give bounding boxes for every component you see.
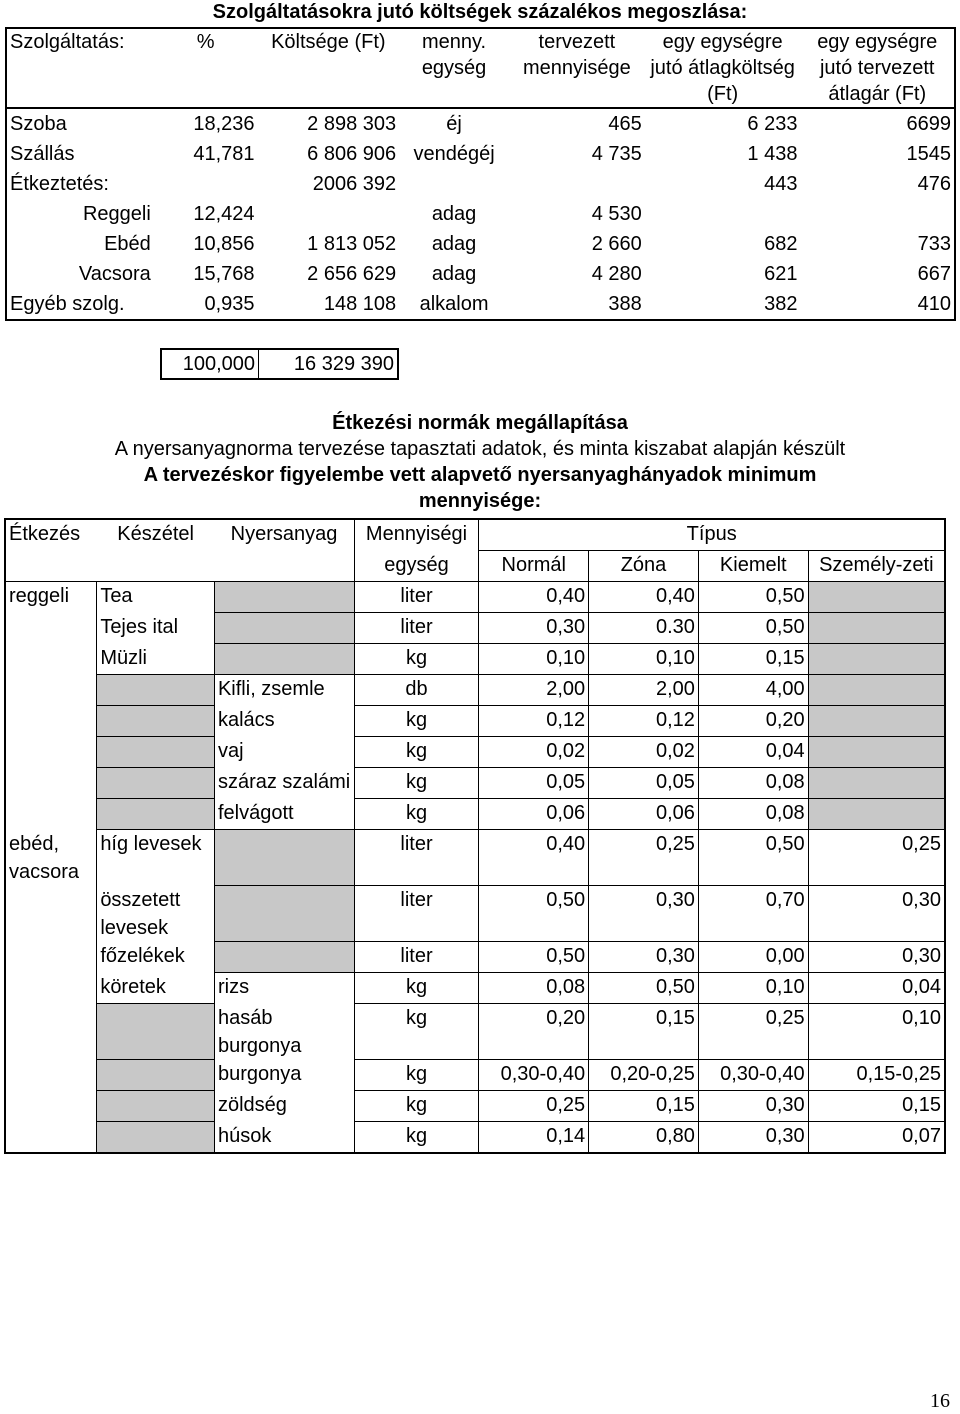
t1-cell: 18,236 [154, 108, 258, 139]
t1-row [6, 169, 955, 199]
t1-header-cell: egy egységre jutó átlagköltség (Ft) [650, 31, 795, 105]
page-number: 16 [930, 1390, 950, 1412]
unit-cell: kg [354, 768, 479, 799]
t1-cell: 733 [917, 233, 951, 255]
t1-cell: 0,935 [204, 293, 255, 315]
t1-header-cell: Költsége (Ft) [271, 31, 386, 53]
norm-value-cell: 0,04 [808, 973, 945, 1004]
meal-cell [5, 886, 97, 942]
unit-cell: liter [354, 582, 479, 613]
t2-row [5, 799, 945, 830]
t1-cell [258, 199, 400, 229]
t1-cell: adag [431, 233, 477, 255]
section-heading: Étkezési normák megállapítása [332, 412, 628, 434]
meal-cell [5, 768, 97, 799]
t2-row [5, 675, 945, 706]
t1-cell: 4 530 [591, 203, 642, 225]
t2-row [5, 737, 945, 768]
t1-cell: alkalom [419, 293, 489, 315]
t1-cell: adag [431, 263, 477, 285]
intro-line-bold-2: mennyisége: [418, 490, 542, 512]
norm-value-cell: 4,00 [698, 675, 808, 706]
norm-value-cell: 0,30 [589, 942, 699, 973]
t2-row [5, 582, 945, 613]
dish-cell: híg levesek [97, 830, 215, 886]
meal-cell [5, 799, 97, 830]
t1-cell: 10,856 [193, 233, 255, 255]
norm-value-cell: 0,14 [479, 1122, 589, 1154]
dish-cell: Müzli [97, 644, 215, 675]
dish-cell: Tejes ital [97, 613, 215, 644]
dish-cell [97, 1004, 215, 1060]
norm-value-cell: 0,05 [589, 768, 699, 799]
meal-cell [5, 1091, 97, 1122]
meal-cell [5, 1122, 97, 1154]
t2-row [5, 768, 945, 799]
norm-value-cell: 0,80 [589, 1122, 699, 1154]
norm-value-cell: 0,10 [479, 644, 589, 675]
ingredient-cell: száraz szalámi [214, 768, 354, 799]
t1-cell: 4 280 [591, 263, 642, 285]
raw-material-norms-table [4, 518, 946, 1154]
norm-value-cell: 0,50 [698, 613, 808, 644]
norm-value-cell: 0,30 [808, 942, 945, 973]
t1-cell: 148 108 [323, 293, 397, 315]
norm-value-cell [808, 737, 945, 768]
norm-value-cell: 0,40 [589, 582, 699, 613]
ingredient-cell [214, 644, 354, 675]
ingredient-cell [214, 942, 354, 973]
t1-header-cell: tervezett mennyisége [522, 31, 631, 79]
t1-cell: 443 [764, 173, 798, 195]
dish-cell [97, 1122, 215, 1154]
norm-value-cell: 0,30 [479, 613, 589, 644]
ingredient-cell: húsok [214, 1122, 354, 1154]
type-kiemelt: Kiemelt [698, 551, 808, 582]
norm-value-cell: 0,30 [698, 1122, 808, 1154]
t1-cell [645, 199, 801, 229]
dish-cell [97, 799, 215, 830]
t1-cell: 1 813 052 [307, 233, 397, 255]
norm-value-cell: 0,15 [808, 1091, 945, 1122]
norm-value-cell: 0,20 [698, 706, 808, 737]
unit-cell: kg [354, 1122, 479, 1154]
dish-cell [97, 768, 215, 799]
norm-value-cell: 0,08 [479, 973, 589, 1004]
t1-cell: 41,781 [193, 143, 255, 165]
t1-cell [800, 199, 955, 229]
unit-cell: liter [354, 830, 479, 886]
t1-cell: vendégéj [413, 143, 495, 165]
t1-cell: 6 233 [645, 108, 801, 139]
norm-value-cell: 0,25 [808, 830, 945, 886]
t1-cell [399, 169, 509, 199]
meal-cell [5, 737, 97, 768]
ingredient-cell: vaj [214, 737, 354, 768]
t1-cell: 388 [608, 293, 642, 315]
intro-line-bold: A tervezéskor figyelembe vett alapvető nyersanyaghányadok minimum [143, 464, 817, 486]
t1-cell: 6699 [800, 108, 955, 139]
norm-value-cell: 0,30 [808, 886, 945, 942]
meal-cell: ebéd, vacsora [5, 830, 97, 886]
header-nyersanyag: Nyersanyag [214, 519, 354, 582]
norm-value-cell: 0,30 [698, 1091, 808, 1122]
dish-cell [97, 706, 215, 737]
t1-cell: 476 [917, 173, 951, 195]
t2-row [5, 1004, 945, 1060]
dish-cell [97, 1060, 215, 1091]
norm-value-cell: 0,10 [589, 644, 699, 675]
t1-cell: 4 735 [591, 143, 642, 165]
t2-row [5, 1091, 945, 1122]
t1-cell: 667 [917, 263, 951, 285]
unit-cell: kg [354, 737, 479, 768]
t1-row [6, 108, 955, 139]
meal-cell [5, 973, 97, 1004]
norm-value-cell: 0,50 [698, 582, 808, 613]
norm-value-cell: 0,15 [698, 644, 808, 675]
t1-cell: 621 [764, 263, 798, 285]
norm-value-cell: 0,12 [479, 706, 589, 737]
ingredient-cell [214, 830, 354, 886]
norm-value-cell: 0,20-0,25 [589, 1060, 699, 1091]
norm-value-cell: 0,08 [698, 799, 808, 830]
t2-row [5, 644, 945, 675]
norm-value-cell: 0,25 [698, 1004, 808, 1060]
norm-value-cell: 0,50 [479, 942, 589, 973]
meal-cell [5, 1060, 97, 1091]
norm-value-cell: 0,30-0,40 [698, 1060, 808, 1091]
unit-cell: db [354, 675, 479, 706]
unit-cell: kg [354, 799, 479, 830]
dish-cell [97, 675, 215, 706]
type-normal: Normál [479, 551, 589, 582]
norm-value-cell: 0,12 [589, 706, 699, 737]
t1-row [6, 139, 955, 169]
t1-cell: 382 [764, 293, 798, 315]
norm-value-cell [808, 768, 945, 799]
norm-value-cell: 0,50 [479, 886, 589, 942]
ingredient-cell: rizs [214, 973, 354, 1004]
dish-cell [97, 737, 215, 768]
dish-cell [97, 1091, 215, 1122]
t1-row [6, 199, 955, 229]
header-etkezes: Étkezés [5, 519, 97, 582]
norm-value-cell [808, 675, 945, 706]
total-percent: 100,000 [182, 353, 255, 375]
norm-value-cell: 0,10 [698, 973, 808, 1004]
t1-header-cell: egy egységre jutó tervezett átlagár (Ft) [817, 31, 938, 105]
norm-value-cell: 0,70 [698, 886, 808, 942]
t1-cell: Szoba [6, 108, 154, 139]
t1-cell: 682 [764, 233, 798, 255]
header-tipus: Típus [479, 519, 945, 551]
t1-cell: Ebéd [104, 233, 151, 255]
ingredient-cell: burgonya [214, 1060, 354, 1091]
norm-value-cell: 0,25 [589, 830, 699, 886]
t1-cell: Vacsora [78, 263, 151, 285]
unit-cell: kg [354, 973, 479, 1004]
t1-cell: 6 806 906 [307, 143, 397, 165]
t1-header-cell: Szolgáltatás: [10, 31, 125, 53]
t1-cell: 1 438 [747, 143, 798, 165]
norm-value-cell: 0,02 [589, 737, 699, 768]
meal-cell [5, 675, 97, 706]
norm-value-cell: 0,50 [698, 830, 808, 886]
t1-cell: 2 656 629 [307, 263, 397, 285]
norm-value-cell: 0,15-0,25 [808, 1060, 945, 1091]
t2-row [5, 613, 945, 644]
total-cost: 16 329 390 [259, 349, 399, 379]
t1-row [6, 229, 955, 259]
norm-value-cell [808, 582, 945, 613]
norm-value-cell: 0,07 [808, 1122, 945, 1154]
t1-row [6, 289, 955, 320]
t1-cell: Reggeli [82, 203, 151, 225]
header-menny1: Mennyiségi [354, 519, 479, 551]
t1-cell: 15,768 [193, 263, 255, 285]
t1-cell: 465 [509, 108, 645, 139]
dish-cell: köretek [97, 973, 215, 1004]
norm-value-cell: 0,08 [698, 768, 808, 799]
header-keszetel: Készétel [97, 519, 215, 582]
intro-line: A nyersanyagnorma tervezése tapasztati adatok, és minta kiszabat alapján készült [114, 438, 846, 460]
unit-cell: kg [354, 644, 479, 675]
ingredient-cell: hasáb burgonya [214, 1004, 354, 1060]
t1-header-cell: menny. egység [421, 31, 487, 79]
meal-cell [5, 706, 97, 737]
norm-value-cell [808, 644, 945, 675]
norm-value-cell: 0,40 [479, 830, 589, 886]
t2-row [5, 973, 945, 1004]
norm-value-cell: 0,15 [589, 1091, 699, 1122]
norm-value-cell: 0,00 [698, 942, 808, 973]
meal-cell [5, 644, 97, 675]
t1-cell [509, 169, 645, 199]
page-title: Szolgáltatásokra jutó költségek százalékos megoszlása: [212, 1, 748, 23]
cost-distribution-table [5, 27, 956, 321]
ingredient-cell: felvágott [214, 799, 354, 830]
meal-cell [5, 613, 97, 644]
total-row [160, 348, 399, 380]
type-zona: Zóna [589, 551, 699, 582]
ingredient-cell [214, 886, 354, 942]
norm-value-cell: 0,25 [479, 1091, 589, 1122]
unit-cell: liter [354, 886, 479, 942]
t2-row [5, 942, 945, 973]
t1-cell: 2 898 303 [258, 108, 400, 139]
header-menny2: egység [354, 551, 479, 582]
t1-cell: 12,424 [193, 203, 255, 225]
norm-value-cell: 0,40 [479, 582, 589, 613]
meal-cell [5, 1004, 97, 1060]
ingredient-cell: zöldség [214, 1091, 354, 1122]
norm-value-cell [808, 706, 945, 737]
t2-row [5, 706, 945, 737]
norm-value-cell: 0,50 [589, 973, 699, 1004]
unit-cell: kg [354, 1060, 479, 1091]
t1-cell: 2006 392 [312, 173, 397, 195]
norm-value-cell: 0,06 [479, 799, 589, 830]
t1-cell: 2 660 [591, 233, 642, 255]
t1-cell [154, 169, 258, 199]
t2-row [5, 830, 945, 886]
t2-row [5, 1060, 945, 1091]
dish-cell: összetett levesek [97, 886, 215, 942]
ingredient-cell: Kifli, zsemle [214, 675, 354, 706]
unit-cell: liter [354, 942, 479, 973]
t1-cell: Étkeztetés: [10, 173, 109, 195]
t2-row [5, 886, 945, 942]
ingredient-cell [214, 582, 354, 613]
t1-cell: 1545 [906, 143, 951, 165]
t1-header-row [6, 28, 955, 108]
norm-value-cell: 0,10 [808, 1004, 945, 1060]
t1-cell: éj [399, 108, 509, 139]
unit-cell: liter [354, 613, 479, 644]
norm-value-cell: 0,02 [479, 737, 589, 768]
dish-cell: Tea [97, 582, 215, 613]
type-szemelyzeti: Személy-zeti [808, 551, 945, 582]
dish-cell: főzelékek [97, 942, 215, 973]
t1-header-cell: % [196, 31, 215, 53]
meal-cell: reggeli [5, 582, 97, 613]
norm-value-cell: 0,06 [589, 799, 699, 830]
unit-cell: kg [354, 706, 479, 737]
t1-cell: adag [431, 203, 477, 225]
ingredient-cell: kalács [214, 706, 354, 737]
norm-value-cell [808, 613, 945, 644]
norm-value-cell: 0,30 [589, 886, 699, 942]
t1-cell: 410 [917, 293, 951, 315]
t1-row [6, 259, 955, 289]
unit-cell: kg [354, 1004, 479, 1060]
norm-value-cell: 0,20 [479, 1004, 589, 1060]
norm-value-cell: 0,05 [479, 768, 589, 799]
norm-value-cell: 0.30 [589, 613, 699, 644]
meal-cell [5, 942, 97, 973]
norm-value-cell: 2,00 [479, 675, 589, 706]
norm-value-cell: 0,30-0,40 [479, 1060, 589, 1091]
t1-cell: Egyéb szolg. [10, 293, 125, 315]
t2-row [5, 1122, 945, 1154]
unit-cell: kg [354, 1091, 479, 1122]
norm-value-cell: 0,15 [589, 1004, 699, 1060]
norm-value-cell: 2,00 [589, 675, 699, 706]
norm-value-cell: 0,04 [698, 737, 808, 768]
t1-cell: Szállás [10, 143, 75, 165]
ingredient-cell [214, 613, 354, 644]
norm-value-cell [808, 799, 945, 830]
